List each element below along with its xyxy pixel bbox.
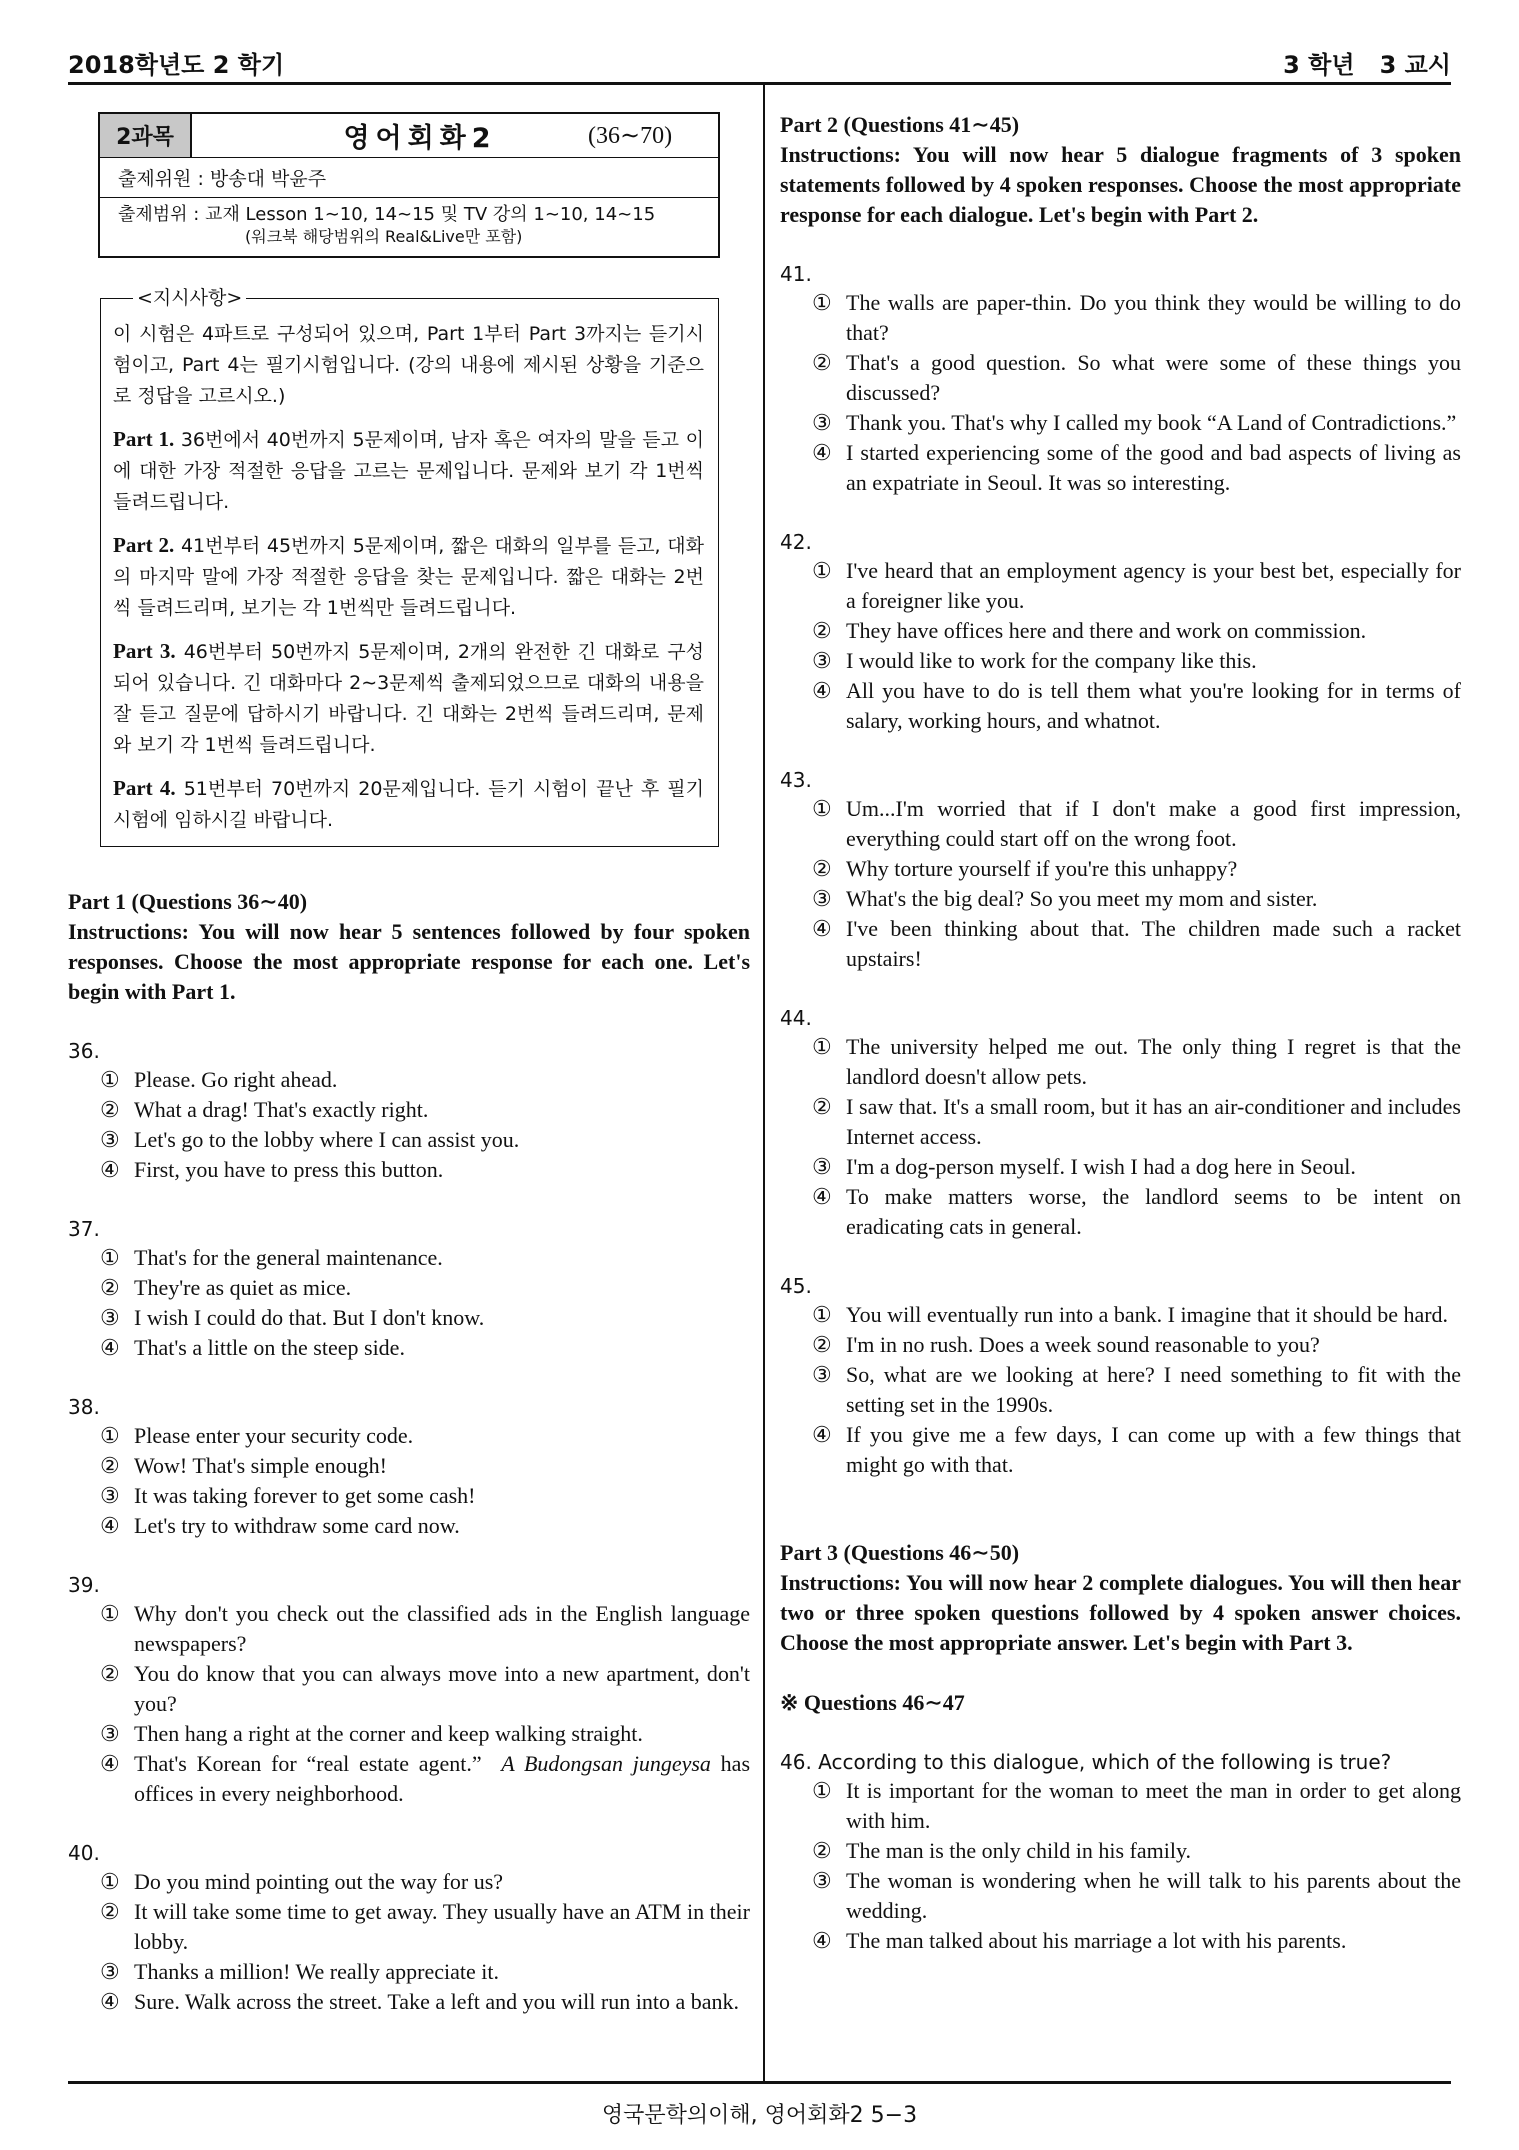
option-mark: ① xyxy=(812,558,832,583)
part3-instructions: Instructions: You will now hear 2 complete dialogues. You will then hear two or three spoken questions followed by 4 spoken answer choices. Choose the most appropriate answer. Let's begin with Part 3. xyxy=(780,1570,1461,1655)
option-mark: ② xyxy=(812,1838,832,1863)
question-37 xyxy=(68,1215,750,1363)
option-3[interactable] xyxy=(780,1866,1461,1926)
option-text: The woman is wondering when he will talk to his parents about the wedding. xyxy=(846,1868,1461,1923)
option-text: All you have to do is tell them what you're looking for in terms of salary, working hours, and whatnot. xyxy=(846,678,1461,733)
option-mark: ④ xyxy=(100,1989,120,2014)
option-mark: ② xyxy=(812,618,832,643)
option-mark: ④ xyxy=(812,678,832,703)
option-mark: ② xyxy=(812,1332,832,1357)
option-2[interactable] xyxy=(780,348,1461,408)
option-1[interactable] xyxy=(68,1421,750,1451)
option-mark: ④ xyxy=(100,1513,120,1538)
option-mark: ① xyxy=(812,796,832,821)
option-4[interactable] xyxy=(68,1333,750,1363)
option-mark: ③ xyxy=(100,1721,120,1746)
option-mark: ③ xyxy=(100,1483,120,1508)
bottom-rule xyxy=(68,2081,1451,2084)
option-mark: ② xyxy=(812,856,832,881)
option-mark: ③ xyxy=(812,886,832,911)
option-text: It is important for the woman to meet the man in order to get along with him. xyxy=(846,1778,1461,1833)
option-mark: ② xyxy=(100,1661,120,1686)
option-text: It will take some time to get away. They usually have an ATM in their lobby. xyxy=(134,1899,750,1954)
option-1[interactable] xyxy=(780,556,1461,616)
option-3[interactable] xyxy=(780,884,1461,914)
option-2[interactable] xyxy=(780,1330,1461,1360)
option-text: I saw that. It's a small room, but it has an air-conditioner and includes Internet access. xyxy=(846,1094,1461,1149)
part1-instructions: Instructions: You will now hear 5 sentences followed by four spoken responses. Choose the most appropriate response for each one. Let's begin with Part 1. xyxy=(68,919,750,1004)
option-4[interactable] xyxy=(780,676,1461,736)
option-mark: ① xyxy=(100,1245,120,1270)
option-mark: ④ xyxy=(100,1751,120,1776)
instructions-part3 xyxy=(113,636,704,761)
option-text: They have offices here and there and work on commission. xyxy=(846,618,1367,643)
option-mark: ④ xyxy=(812,1184,832,1209)
option-text: The walls are paper-thin. Do you think they would be willing to do that? xyxy=(846,290,1461,345)
option-2[interactable] xyxy=(68,1659,750,1719)
part3-label: Part 3. xyxy=(113,639,176,663)
option-mark: ② xyxy=(100,1453,120,1478)
instructions-part1 xyxy=(113,424,704,518)
option-text: Thank you. That's why I called my book “A Land of Contradictions.” xyxy=(846,410,1457,435)
instructions-intro: 이 시험은 4파트로 구성되어 있으며, Part 1부터 Part 3까지는 듣기시험이고, Part 4는 필기시험입니다. (강의 내용에 제시된 상황을 기준으로 정답을 고르시오.) xyxy=(113,323,704,407)
question-number: 39. xyxy=(68,1573,100,1597)
option-2[interactable] xyxy=(780,1836,1461,1866)
option-2[interactable] xyxy=(68,1451,750,1481)
option-1[interactable] xyxy=(68,1243,750,1273)
option-1[interactable] xyxy=(780,794,1461,854)
option-text: Let's go to the lobby where I can assist you. xyxy=(134,1127,520,1152)
header-left: 2018학년도 2 학기 xyxy=(68,51,285,79)
option-4[interactable] xyxy=(68,1511,750,1541)
question-42 xyxy=(780,528,1461,736)
question-number: 45. xyxy=(780,1274,812,1298)
option-text: You will eventually run into a bank. I imagine that it should be hard. xyxy=(846,1302,1449,1327)
option-mark: ④ xyxy=(100,1335,120,1360)
option-text: I'm a dog-person myself. I wish I had a dog here in Seoul. xyxy=(846,1154,1356,1179)
option-mark: ① xyxy=(100,1869,120,1894)
instructions-part4 xyxy=(113,773,704,836)
subject-title: 영어회화2 xyxy=(343,123,497,154)
option-1[interactable] xyxy=(780,1776,1461,1836)
option-4[interactable] xyxy=(68,1987,750,2017)
option-text: First, you have to press this button. xyxy=(134,1157,444,1182)
option-text: Why torture yourself if you're this unhappy? xyxy=(846,856,1238,881)
part3-section xyxy=(780,1538,1461,1956)
part2-label: Part 2. xyxy=(113,533,175,557)
top-rule xyxy=(68,82,1451,85)
option-3[interactable] xyxy=(780,1360,1461,1420)
left-column xyxy=(68,112,750,2017)
subject-scope xyxy=(100,198,718,256)
option-text: That's a little on the steep side. xyxy=(134,1335,405,1360)
question-number: 42. xyxy=(780,530,812,554)
part2-instructions: Instructions: You will now hear 5 dialogue fragments of 3 spoken statements followed by 4 spoken responses. Choose the most appropriate response for each dialogue. Let's begin with Part 2. xyxy=(780,142,1461,227)
option-text: Please. Go right ahead. xyxy=(134,1067,338,1092)
part2-heading: Part 2 (Questions 41∼45) xyxy=(780,112,1020,137)
option-mark: ① xyxy=(812,290,832,315)
option-text-before: That's Korean for “real estate agent.” xyxy=(134,1751,502,1776)
option-2[interactable] xyxy=(780,616,1461,646)
option-text: I've heard that an employment agency is your best bet, especially for a foreigner like you. xyxy=(846,558,1461,613)
option-text: I started experiencing some of the good and bad aspects of living as an expatriate in Seoul. It was so interesting. xyxy=(846,440,1461,495)
option-text xyxy=(134,1749,750,1809)
option-text: Why don't you check out the classified ads in the English language newspapers? xyxy=(134,1601,750,1656)
question-38 xyxy=(68,1393,750,1541)
option-text: The university helped me out. The only thing I regret is that the landlord doesn't allow pets. xyxy=(846,1034,1461,1089)
option-4[interactable] xyxy=(780,1926,1461,1956)
option-text: Do you mind pointing out the way for us? xyxy=(134,1869,504,1894)
option-2[interactable] xyxy=(68,1273,750,1303)
part2-section xyxy=(780,110,1461,1480)
option-3[interactable] xyxy=(68,1303,750,1333)
instructions-title: <지시사항> xyxy=(133,284,246,312)
question-40 xyxy=(68,1839,750,2017)
part2-text: 41번부터 45번까지 5문제이며, 짧은 대화의 일부를 듣고, 대화의 마지막 말에 가장 적절한 응답을 찾는 문제입니다. 짧은 대화는 2번씩 들려드리며, 보기는 각 1번씩만 들려드립니다. xyxy=(113,535,704,619)
question-46 xyxy=(780,1748,1461,1956)
option-mark: ③ xyxy=(100,1305,120,1330)
question-45 xyxy=(780,1272,1461,1480)
option-4[interactable] xyxy=(780,438,1461,498)
instructions-part2 xyxy=(113,530,704,624)
option-3[interactable] xyxy=(68,1719,750,1749)
question-39 xyxy=(68,1571,750,1809)
option-mark: ② xyxy=(812,350,832,375)
option-text-italic: A Budongsan jungeysa xyxy=(501,1751,711,1776)
option-mark: ③ xyxy=(812,1154,832,1179)
option-1[interactable] xyxy=(780,1300,1461,1330)
option-mark: ④ xyxy=(100,1157,120,1182)
option-mark: ② xyxy=(100,1275,120,1300)
question-44 xyxy=(780,1004,1461,1242)
option-mark: ③ xyxy=(812,410,832,435)
part3-heading: Part 3 (Questions 46∼50) xyxy=(780,1540,1020,1565)
question-41 xyxy=(780,260,1461,498)
option-text: The man talked about his marriage a lot with his parents. xyxy=(846,1928,1347,1953)
option-1[interactable] xyxy=(68,1867,750,1897)
option-mark: ① xyxy=(812,1778,832,1803)
option-mark: ③ xyxy=(100,1959,120,1984)
option-2[interactable] xyxy=(68,1897,750,1957)
option-text: What a drag! That's exactly right. xyxy=(134,1097,429,1122)
question-36 xyxy=(68,1037,750,1185)
option-text: To make matters worse, the landlord seems to be intent on eradicating cats in general. xyxy=(846,1184,1461,1239)
option-2[interactable] xyxy=(780,1092,1461,1152)
option-3[interactable] xyxy=(780,408,1461,438)
option-mark: ① xyxy=(812,1302,832,1327)
option-text: Then hang a right at the corner and keep walking straight. xyxy=(134,1721,643,1746)
page-footer: 영국문학의이해, 영어회화2 5−3 xyxy=(601,2103,918,2128)
option-text: I wish I could do that. But I don't know. xyxy=(134,1305,485,1330)
question-number: 44. xyxy=(780,1006,812,1030)
option-4[interactable] xyxy=(780,914,1461,974)
part3-text: 46번부터 50번까지 5문제이며, 2개의 완전한 긴 대화로 구성되어 있습니다. 긴 대화마다 2∼3문제씩 출제되었으므로 대화의 내용을 잘 듣고 질문에 답하시기 바랍니다. 긴 대화는 2번씩 들려드리며, 문제와 보기 각 1번씩 들려드립니다. xyxy=(113,641,704,756)
option-text: It was taking forever to get some cash! xyxy=(134,1483,476,1508)
option-text: Um...I'm worried that if I don't make a good first impression, everything could start off on the wrong foot. xyxy=(846,796,1461,851)
option-3[interactable] xyxy=(780,646,1461,676)
option-mark: ④ xyxy=(812,1928,832,1953)
option-1[interactable] xyxy=(68,1599,750,1659)
option-1[interactable] xyxy=(780,288,1461,348)
option-text: I would like to work for the company like this. xyxy=(846,648,1257,673)
option-4[interactable] xyxy=(68,1749,750,1809)
question-group-heading: ※ Questions 46∼47 xyxy=(780,1690,965,1715)
option-mark: ① xyxy=(812,1034,832,1059)
option-text: Let's try to withdraw some card now. xyxy=(134,1513,460,1538)
option-1[interactable] xyxy=(780,1032,1461,1092)
option-2[interactable] xyxy=(68,1095,750,1125)
question-46-text: 46. According to this dialogue, which of the following is true? xyxy=(780,1750,1392,1774)
page-header xyxy=(68,44,1451,80)
option-mark: ④ xyxy=(812,1422,832,1447)
option-2[interactable] xyxy=(780,854,1461,884)
option-text: I'm in no rush. Does a week sound reasonable to you? xyxy=(846,1332,1320,1357)
scope-line: 출제범위 : 교재 Lesson 1∼10, 14∼15 및 TV 강의 1∼10, 14∼15 xyxy=(118,204,656,225)
column-divider xyxy=(763,84,765,2081)
option-text: If you give me a few days, I can come up with a few things that might go with that. xyxy=(846,1422,1461,1477)
right-column xyxy=(780,110,1461,1956)
option-text: Wow! That's simple enough! xyxy=(134,1453,387,1478)
option-mark: ④ xyxy=(812,440,832,465)
option-text-after: has offices in every neighborhood. xyxy=(134,1751,751,1806)
option-text: The man is the only child in his family. xyxy=(846,1838,1192,1863)
option-mark: ② xyxy=(812,1094,832,1119)
option-mark: ③ xyxy=(812,1362,832,1387)
option-4[interactable] xyxy=(780,1182,1461,1242)
option-mark: ① xyxy=(100,1423,120,1448)
question-number: 43. xyxy=(780,768,812,792)
option-text: What's the big deal? So you meet my mom and sister. xyxy=(846,886,1318,911)
option-text: Please enter your security code. xyxy=(134,1423,414,1448)
option-text: That's for the general maintenance. xyxy=(134,1245,443,1270)
question-number: 37. xyxy=(68,1217,100,1241)
option-text: Thanks a million! We really appreciate it. xyxy=(134,1959,499,1984)
option-3[interactable] xyxy=(68,1125,750,1155)
part4-text: 51번부터 70번까지 20문제입니다. 듣기 시험이 끝난 후 필기시험에 임하시길 바랍니다. xyxy=(113,778,704,831)
part4-label: Part 4. xyxy=(113,776,176,800)
instructions-box xyxy=(100,287,719,847)
subject-author: 출제위원 : 방송대 박윤주 xyxy=(100,158,718,198)
part1-heading: Part 1 (Questions 36∼40) xyxy=(68,889,308,914)
option-mark: ③ xyxy=(812,1868,832,1893)
option-4[interactable] xyxy=(780,1420,1461,1480)
part1-label: Part 1. xyxy=(113,427,175,451)
option-1[interactable] xyxy=(68,1065,750,1095)
option-mark: ③ xyxy=(100,1127,120,1152)
subject-box xyxy=(98,112,720,258)
option-mark: ① xyxy=(100,1601,120,1626)
question-43 xyxy=(780,766,1461,974)
option-text: I've been thinking about that. The children made such a racket upstairs! xyxy=(846,916,1461,971)
option-text: You do know that you can always move into a new apartment, don't you? xyxy=(134,1661,750,1716)
subject-code: 2과목 xyxy=(100,114,192,157)
header-right: 3 학년 3 교시 xyxy=(1283,51,1451,79)
option-text: They're as quiet as mice. xyxy=(134,1275,352,1300)
option-mark: ② xyxy=(100,1899,120,1924)
question-number: 38. xyxy=(68,1395,100,1419)
option-mark: ③ xyxy=(812,648,832,673)
option-mark: ① xyxy=(100,1067,120,1092)
option-text: So, what are we looking at here? I need something to fit with the setting set in the 1990s. xyxy=(846,1362,1461,1417)
option-3[interactable] xyxy=(68,1481,750,1511)
option-mark: ② xyxy=(100,1097,120,1122)
question-number: 36. xyxy=(68,1039,100,1063)
subject-range: (36∼70) xyxy=(588,123,673,149)
option-4[interactable] xyxy=(68,1155,750,1185)
question-number: 40. xyxy=(68,1841,100,1865)
option-mark: ④ xyxy=(812,916,832,941)
part1-section xyxy=(68,887,750,2017)
option-text: Sure. Walk across the street. Take a left and you will run into a bank. xyxy=(134,1989,739,2014)
option-3[interactable] xyxy=(68,1957,750,1987)
question-number: 41. xyxy=(780,262,812,286)
part1-text: 36번에서 40번까지 5문제이며, 남자 혹은 여자의 말을 듣고 이에 대한 가장 적절한 응답을 고르는 문제입니다. 문제와 보기 각 1번씩 들려드립니다. xyxy=(113,429,704,513)
option-text: That's a good question. So what were some of these things you discussed? xyxy=(846,350,1461,405)
option-3[interactable] xyxy=(780,1152,1461,1182)
scope-sub: (워크북 해당범위의 Real&Live만 포함) xyxy=(245,227,523,246)
